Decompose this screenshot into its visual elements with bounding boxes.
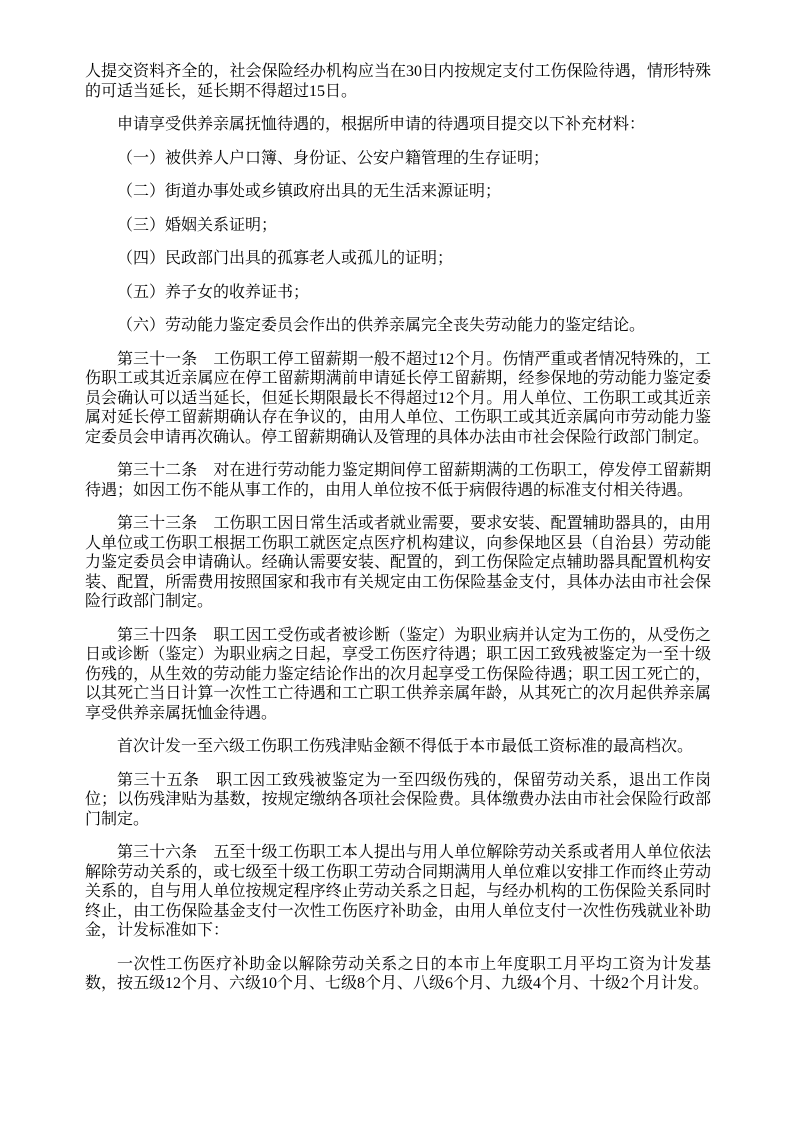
list-item-5: （五）养子女的收养证书；	[117, 283, 310, 301]
document-body	[85, 62, 711, 994]
list-item-3: （三）婚姻关系证明；	[117, 216, 278, 234]
list-item-6: （六）劳动能力鉴定委员会作出的供养亲属完全丧失劳动能力的鉴定结论。	[117, 317, 646, 334]
list-item-1: （一）被供养人户口簿、身份证、公安户籍管理的生存证明；	[117, 149, 550, 167]
list-item-2: （二）街道办事处或乡镇政府出具的无生活来源证明；	[117, 183, 502, 200]
continuation-paragraph: 人提交资料齐全的，社会保险经办机构应当在30日内按规定支付工伤保险待遇，情形特殊的可适当延长，延长期不得超过15日。	[85, 63, 711, 100]
article-36-calculation: 一次性工伤医疗补助金以解除劳动关系之日的本市上年度职工月平均工资为计发基数，按五级12个月、六级10个月、七级8个月、八级6个月、九级4个月、十级2个月计发。	[85, 955, 711, 992]
article-34: 第三十四条 职工因工受伤或者被诊断（鉴定）为职业病并认定为工伤的，从受伤之日或诊断（鉴定）为职业病之日起，享受工伤医疗待遇；职工因工致残被鉴定为一至十级伤残的，从生效的劳动能力鉴定结论作出的次月起享受工伤保险待遇；职工因工死亡的，以其死亡当日计算一次性工亡待遇和工亡职工供养亲属年龄，从其死亡的次月起供养亲属享受供养亲属抚恤金待遇。	[85, 626, 711, 722]
article-32: 第三十二条 对在进行劳动能力鉴定期间停工留薪期满的工伤职工，停发停工留薪期待遇；如因工伤不能从事工作的，由用人单位按不低于病假待遇的标准支付相关待遇。	[85, 462, 711, 499]
supplementary-materials-intro: 申请享受供养亲属抚恤待遇的，根据所申请的待遇项目提交以下补充材料：	[117, 116, 646, 133]
article-31: 第三十一条 工伤职工停工留薪期一般不超过12个月。伤情严重或者情况特殊的，工伤职工或其近亲属应在停工留薪期满前申请延长停工留薪期，经参保地的劳动能力鉴定委员会确认可以适当延长，但延长期限最长不得超过12个月。用人单位、工伤职工或其近亲属对延长停工留薪期确认存在争议的，由用人单位、工伤职工或其近亲属向市劳动能力鉴定委员会申请再次确认。停工留薪期确认及管理的具体办法由市社会保险行政部门制定。	[85, 350, 711, 446]
article-33: 第三十三条 工伤职工因日常生活或者就业需要，要求安装、配置辅助器具的，由用人单位或工伤职工根据工伤职工就医定点医疗机构建议，向参保地区县（自治县）劳动能力鉴定委员会申请确认。经确认需要安装、配置的，到工伤保险定点辅助器具配置机构安装、配置，所需费用按照国家和我市有关规定由工伤保险基金支付，具体办法由市社会保险行政部门制定。	[85, 515, 711, 610]
list-item-4: （四）民政部门出具的孤寡老人或孤儿的证明；	[117, 250, 454, 267]
article-36: 第三十六条 五至十级工伤职工本人提出与用人单位解除劳动关系或者用人单位依法解除劳动关系的，或七级至十级工伤职工劳动合同期满用人单位难以安排工作而终止劳动关系的，自与用人单位按规定程序终止劳动关系之日起，与经办机构的工伤保险关系同时终止，由工伤保险基金支付一次性工伤医疗补助金，由用人单位支付一次性伤残就业补助金，计发标准如下：	[85, 844, 711, 939]
article-35: 第三十五条 职工因工致残被鉴定为一至四级伤残的，保留劳动关系，退出工作岗位；以伤残津贴为基数，按规定缴纳各项社会保险费。具体缴费办法由市社会保险行政部门制定。	[85, 771, 711, 828]
article-34-supplement: 首次计发一至六级工伤职工伤残津贴金额不得低于本市最低工资标准的最高档次。	[117, 738, 694, 755]
